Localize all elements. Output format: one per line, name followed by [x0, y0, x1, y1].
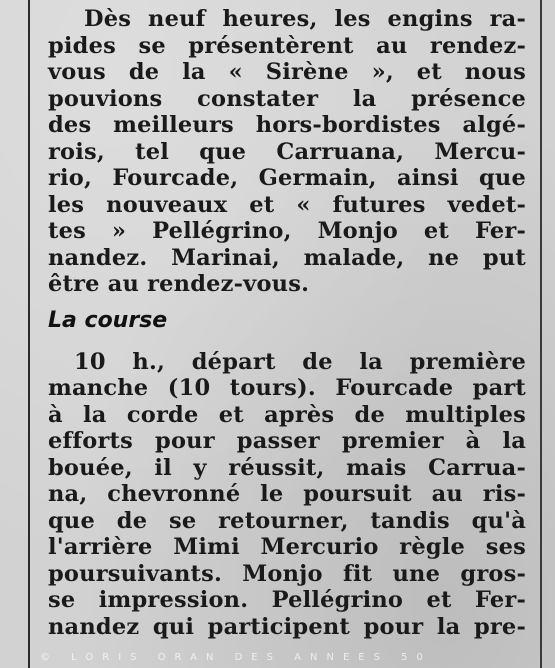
text-line: poursuivants. Monjo fit une gros- [48, 560, 526, 587]
column-rule-right [540, 0, 542, 668]
text-line: Dès neuf heures, les engins ra- [84, 6, 526, 32]
text-line: des meilleurs hors-bordistes algé- [48, 112, 526, 138]
section-heading: La course [48, 307, 168, 333]
text-line: rois, tel que Carruana, Mercu- [48, 138, 526, 165]
text-line: se impression. Pellégrino et Fer- [48, 587, 526, 613]
column-rule-left [28, 0, 30, 668]
paragraph-1 [48, 6, 526, 298]
text-line: à la corde et après de multiples [48, 401, 526, 428]
text-line: l'arrière Mimi Mercurio règle ses [48, 534, 526, 560]
text-line: pouvions constater la présence [48, 85, 526, 112]
text-line: 10 h., départ de la première [74, 348, 526, 375]
text-line: efforts pour passer premier à la [48, 428, 526, 454]
watermark: © LORIS ORAN DES ANNEES 50 [40, 652, 432, 663]
text-line: tes » Pellégrino, Monjo et Fer- [48, 218, 526, 244]
text-line: bouée, il y réussit, mais Carrua- [48, 454, 526, 481]
text-line: que de se retourner, tandis qu'à [48, 507, 526, 534]
text-line: nandez qui participent pour la pre- [48, 613, 526, 640]
text-line: nandez. Marinai, malade, ne put [48, 244, 526, 271]
text-line: pides se présentèrent au rendez- [48, 32, 526, 59]
paragraph-2 [48, 349, 526, 641]
text-line: manche (10 tours). Fourcade part [48, 375, 526, 401]
text-line: rio, Fourcade, Germain, ainsi que [48, 165, 526, 191]
text-line: vous de la « Sirène », et nous [48, 59, 526, 85]
text-line: na, chevronné le poursuit au ris- [48, 481, 526, 507]
text-line: être au rendez-vous. [48, 271, 310, 297]
text-line: les nouveaux et « futures vedet- [48, 191, 526, 218]
article-column [48, 6, 526, 640]
